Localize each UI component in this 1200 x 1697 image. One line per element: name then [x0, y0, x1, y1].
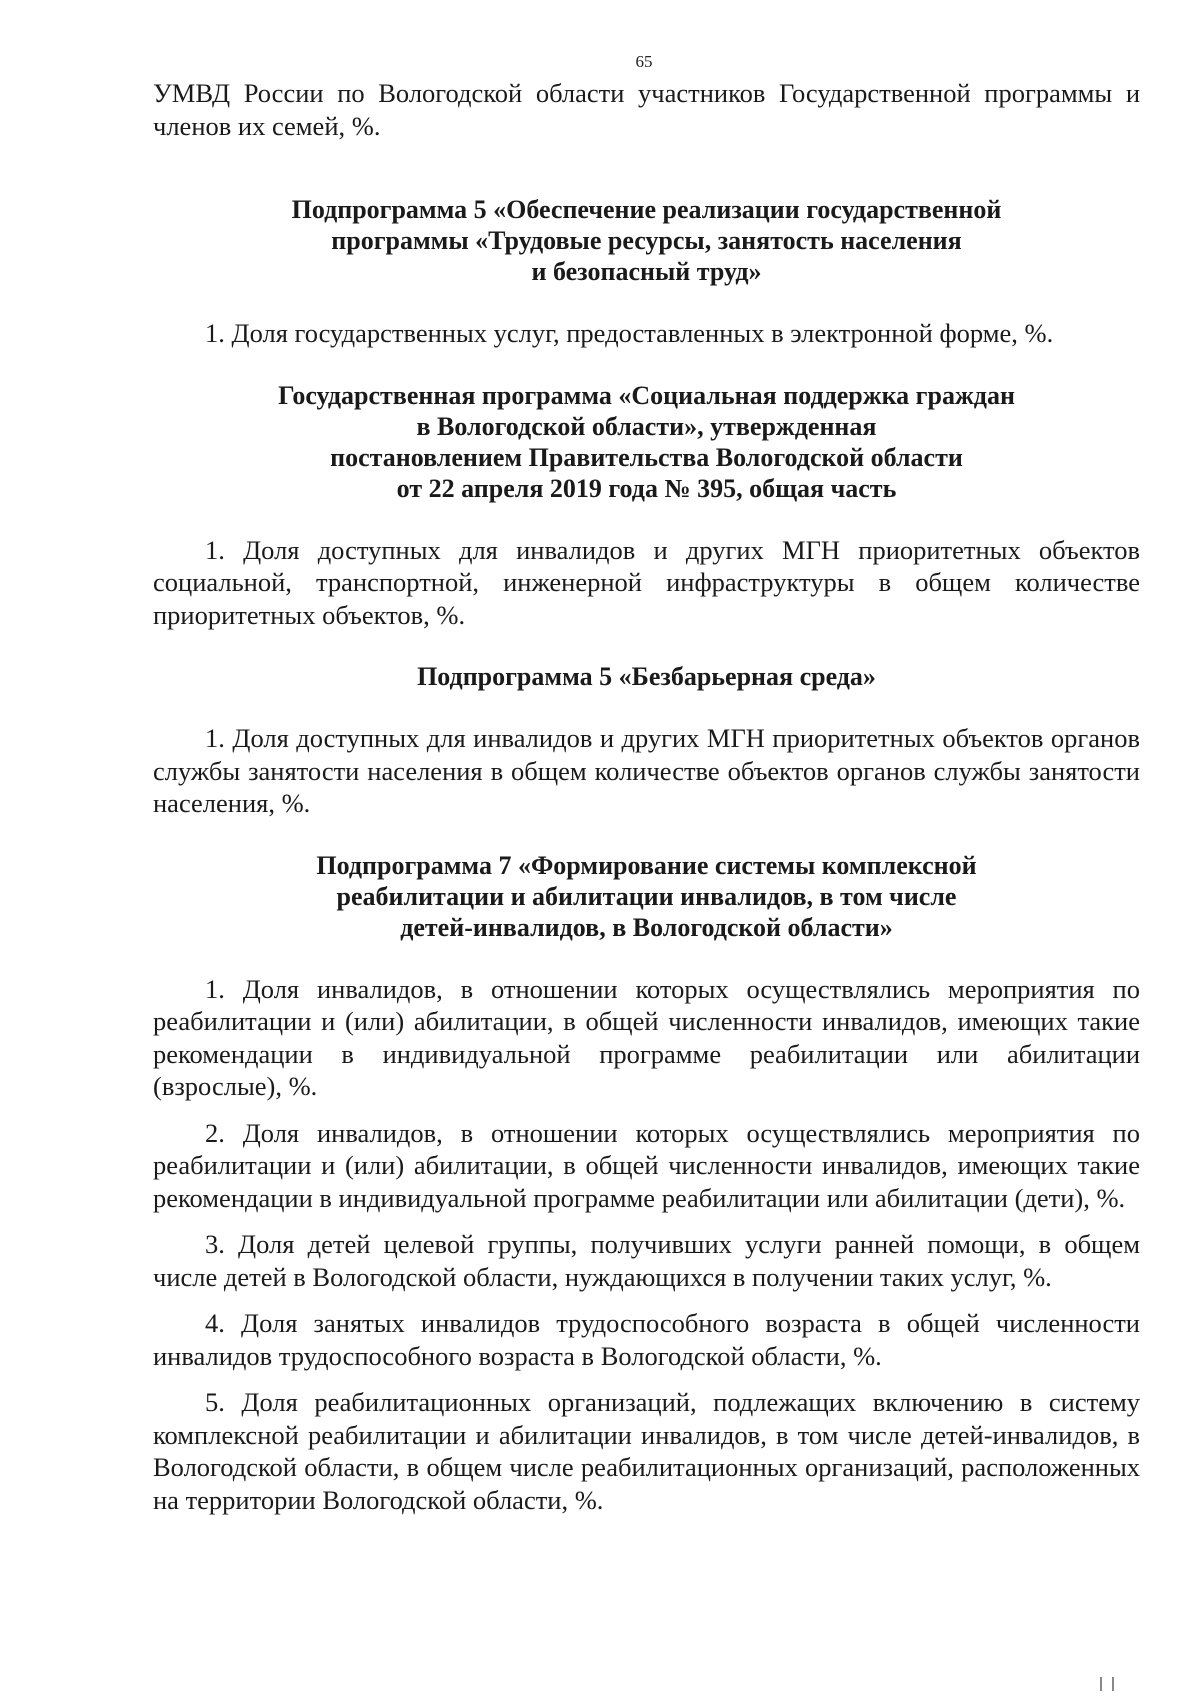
heading-line: Подпрограмма 5 «Обеспечение реализации государственной — [291, 195, 1002, 224]
indicator-item: 1. Доля инвалидов, в отношении которых осуществлялись мероприятия по реабилитации и (или) абилитации, в общей численности инвалидов, имеющих такие рекомендации в индивидуальной программе реабилитации или абилитации (взрослые), %. — [153, 973, 1140, 1101]
indicator-item: 1. Доля государственных услуг, предоставленных в электронной форме, %. — [205, 318, 1054, 348]
section-state-program-social-support — [153, 380, 1140, 632]
heading-line: Подпрограмма 5 «Безбарьерная среда» — [417, 662, 876, 691]
heading-line: постановлением Правительства Вологодской области — [330, 442, 963, 472]
indicator-item: 3. Доля детей целевой группы, получивших услуги ранней помощи, в общем числе детей в Вологодской области, нуждающихся в получении таких услуг, %. — [153, 1229, 1140, 1292]
indicator-item: 4. Доля занятых инвалидов трудоспособного возраста в общей численности инвалидов трудоспособного возраста в Вологодской области, %. — [153, 1308, 1140, 1371]
scan-edge-mark — [1100, 1677, 1114, 1691]
indicator-item: 1. Доля доступных для инвалидов и других МГН приоритетных объектов органов службы занятости населения в общем количестве объектов органов службы занятости населения, %. — [153, 723, 1140, 818]
section-heading — [153, 194, 1140, 287]
indicator-item: 5. Доля реабилитационных организаций, подлежащих включению в систему комплексной реабилитации и абилитации инвалидов, в том числе детей-инвалидов, в Вологодской области, в общем числе реабилитационных организаций, расположенных на территории Вологодской области, %. — [153, 1387, 1140, 1515]
section-heading — [153, 661, 1140, 692]
indicator-item: 2. Доля инвалидов, в отношении которых осуществлялись мероприятия по реабилитации и (или) абилитации, в общей численности инвалидов, имеющих такие рекомендации в индивидуальной программе реабилитации или абилитации (дети), %. — [153, 1117, 1140, 1213]
section-heading — [153, 850, 1140, 943]
heading-line: и безопасный труд» — [531, 257, 762, 286]
page-content — [153, 77, 1140, 1516]
section-subprogram-5-barrier-free — [153, 661, 1140, 820]
page-number: 65 — [635, 52, 653, 71]
section-heading — [153, 380, 1140, 504]
continued-paragraph: УМВД России по Вологодской области участников Государственной программы и членов их семей, %. — [153, 78, 1140, 141]
heading-line: Государственная программа «Социальная поддержка граждан — [278, 380, 1015, 410]
heading-line: реабилитации и абилитации инвалидов, в том числе — [336, 881, 957, 911]
section-subprogram-7-rehabilitation — [153, 850, 1140, 1517]
heading-line: Подпрограмма 7 «Формирование системы комплексной — [316, 850, 977, 880]
heading-line: в Вологодской области», утвержденная — [416, 411, 877, 441]
indicator-item: 1. Доля доступных для инвалидов и других МГН приоритетных объектов социальной, транспортной, инженерной инфраструктуры в общем количестве приоритетных объектов, %. — [153, 534, 1140, 630]
heading-line: от 22 апреля 2019 года № 395, общая часть — [396, 473, 897, 503]
heading-line: детей-инвалидов, в Вологодской области» — [400, 912, 893, 942]
heading-line: программы «Трудовые ресурсы, занятость населения — [331, 226, 962, 255]
section-subprogram-5-support — [153, 194, 1140, 350]
